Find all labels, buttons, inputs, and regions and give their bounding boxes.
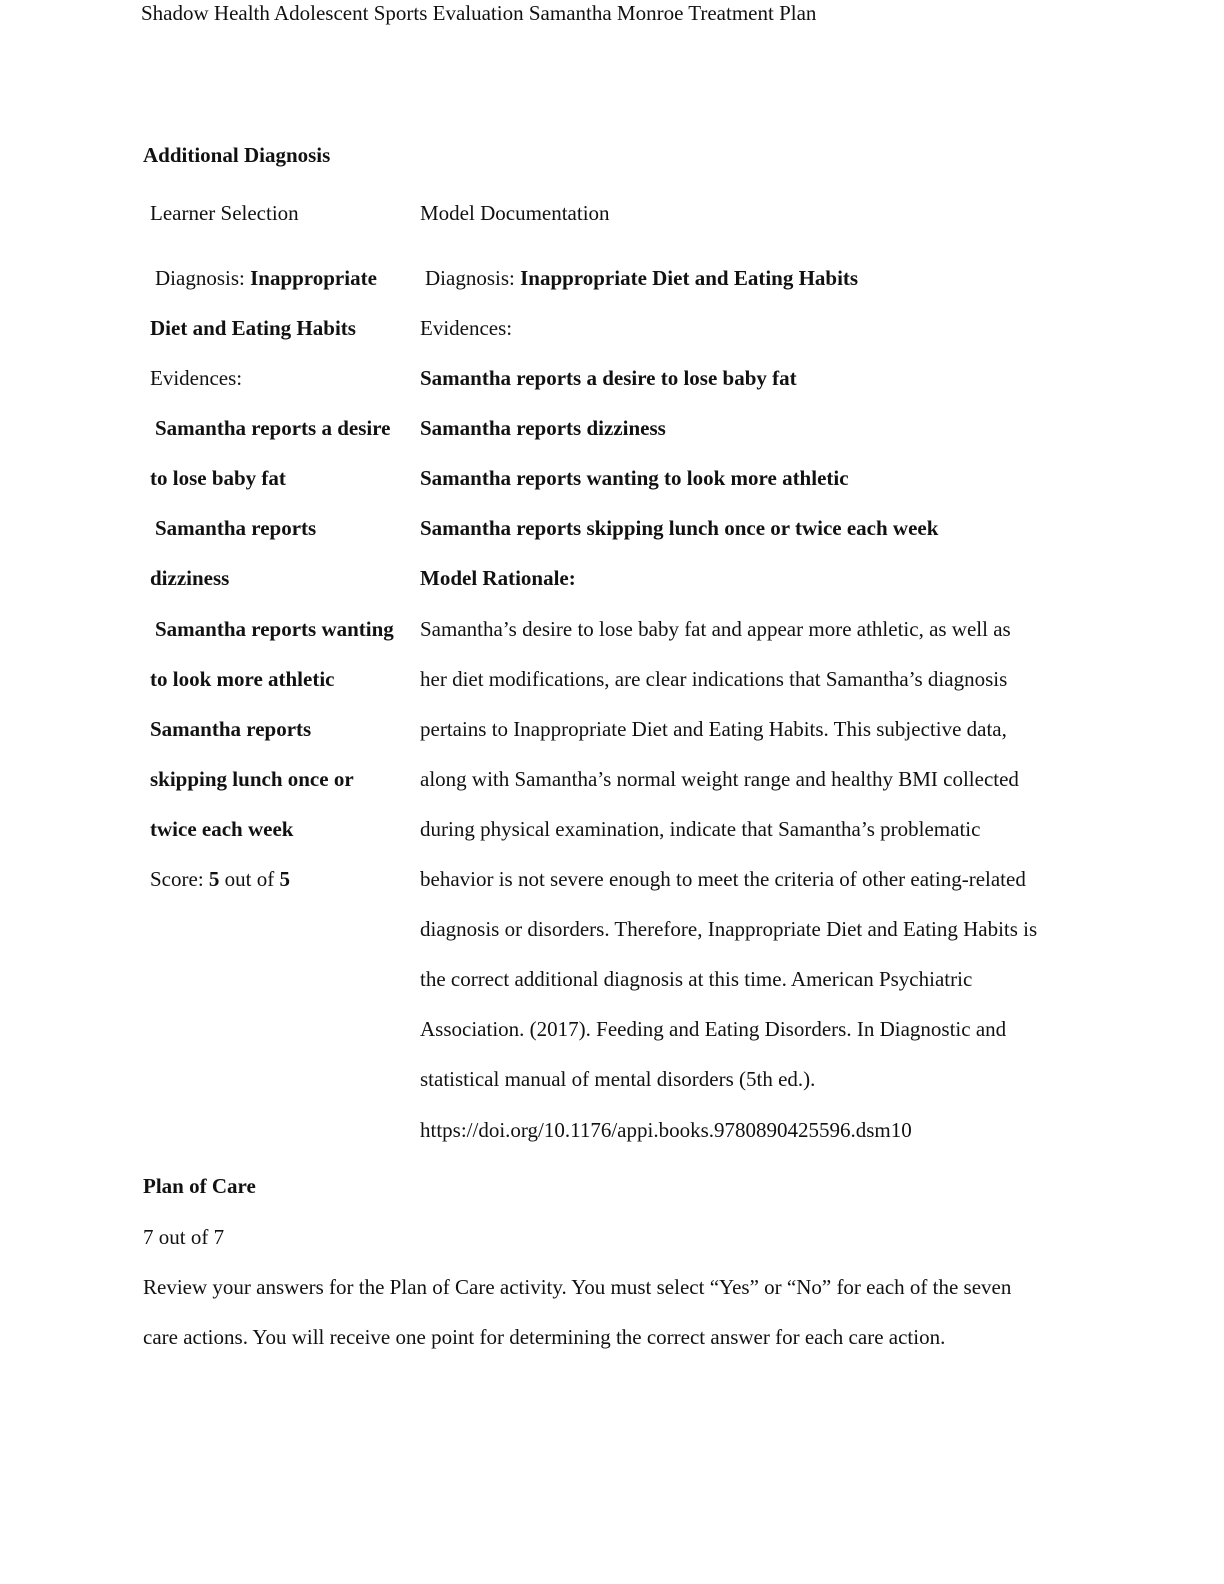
model-diagnosis-label: Diagnosis:: [425, 266, 521, 290]
plan-of-care-score: 7 out of 7: [143, 1225, 225, 1249]
model-rationale-line: her diet modifications, are clear indications that Samantha’s diagnosis: [420, 667, 1008, 691]
model-rationale-line: Samantha’s desire to lose baby fat and appear more athletic, as well as: [420, 617, 1011, 641]
model-diagnosis-line: [425, 268, 858, 289]
score-out-of: out of: [219, 867, 280, 891]
score-label: Score:: [150, 867, 209, 891]
learner-evidence-line: Samantha reports a desire: [155, 416, 391, 440]
plan-of-care-description-line: care actions. You will receive one point for determining the correct answer for each care action.: [143, 1325, 946, 1349]
learner-evidence-line: to look more athletic: [150, 667, 335, 691]
plan-of-care-description-line: Review your answers for the Plan of Care activity. You must select “Yes” or “No” for each of the seven: [143, 1275, 1012, 1299]
learner-diagnosis-value: Inappropriate: [250, 266, 377, 290]
score-value: 5: [208, 867, 220, 891]
learner-evidence-line: dizziness: [150, 566, 230, 590]
model-rationale-line: statistical manual of mental disorders (5th ed.).: [420, 1067, 816, 1091]
model-rationale-line: Association. (2017). Feeding and Eating Disorders. In Diagnostic and: [420, 1017, 1007, 1041]
model-rationale-line: pertains to Inappropriate Diet and Eating Habits. This subjective data,: [420, 717, 1007, 741]
model-rationale-line: diagnosis or disorders. Therefore, Inappropriate Diet and Eating Habits is: [420, 917, 1038, 941]
model-rationale-line: the correct additional diagnosis at this time. American Psychiatric: [420, 967, 973, 991]
learner-evidence-line: skipping lunch once or: [150, 767, 354, 791]
model-evidence-item: Samantha reports wanting to look more athletic: [420, 466, 849, 490]
column-header-model-documentation: Model Documentation: [420, 201, 610, 225]
column-header-learner-selection: Learner Selection: [150, 201, 299, 225]
model-evidences-label: Evidences:: [420, 316, 513, 340]
learner-diagnosis-label: Diagnosis:: [155, 266, 251, 290]
learner-diagnosis-value-continued: Diet and Eating Habits: [150, 316, 356, 340]
section-heading-additional-diagnosis: Additional Diagnosis: [143, 143, 331, 167]
learner-evidence-line: Samantha reports: [155, 516, 317, 540]
model-rationale-line: along with Samantha’s normal weight range and healthy BMI collected: [420, 767, 1019, 791]
learner-evidence-line: to lose baby fat: [150, 466, 286, 490]
model-rationale-label: Model Rationale:: [420, 566, 576, 590]
learner-evidence-line: twice each week: [150, 817, 294, 841]
learner-evidence-line: Samantha reports: [150, 717, 312, 741]
learner-evidences-label: Evidences:: [150, 366, 243, 390]
score-total: 5: [279, 867, 290, 891]
section-heading-plan-of-care: Plan of Care: [143, 1174, 256, 1198]
model-rationale-line: behavior is not severe enough to meet the criteria of other eating-related: [420, 867, 1026, 891]
model-rationale-line: during physical examination, indicate that Samantha’s problematic: [420, 817, 981, 841]
model-evidence-item: Samantha reports dizziness: [420, 416, 666, 440]
model-evidence-item: Samantha reports skipping lunch once or twice each week: [420, 516, 939, 540]
learner-score: [150, 869, 290, 890]
document-header-title: Shadow Health Adolescent Sports Evaluation Samantha Monroe Treatment Plan: [141, 1, 817, 25]
model-evidence-item: Samantha reports a desire to lose baby fat: [420, 366, 797, 390]
reference-doi-link[interactable]: https://doi.org/10.1176/appi.books.9780890425596.dsm10: [420, 1118, 912, 1142]
learner-diagnosis-line: [155, 268, 377, 289]
model-diagnosis-value: Inappropriate Diet and Eating Habits: [520, 266, 859, 290]
learner-evidence-line: Samantha reports wanting: [155, 617, 394, 641]
